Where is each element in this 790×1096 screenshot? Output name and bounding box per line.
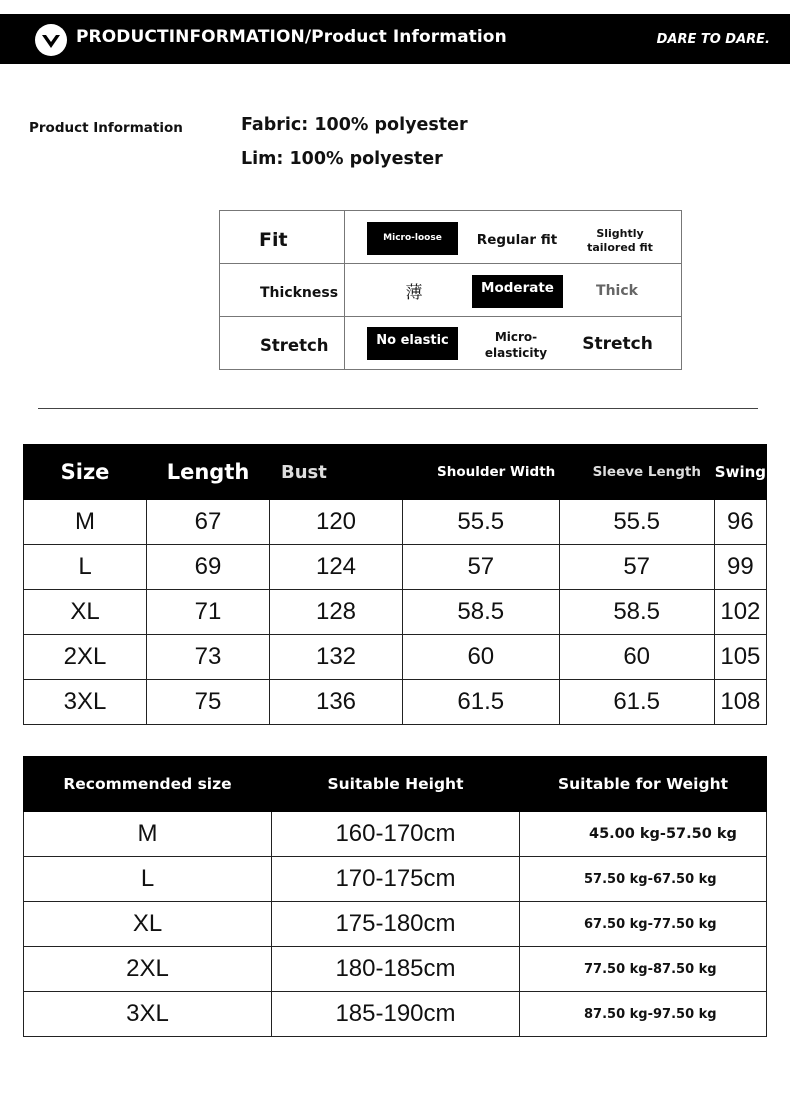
option-regular-fit: Regular fit (476, 232, 558, 248)
attribute-name: Thickness (220, 264, 345, 317)
cell-shoulder-width: 58.5 (403, 590, 560, 635)
cell-bust: 136 (270, 680, 403, 725)
table-row (24, 680, 767, 725)
cell-weight: 77.50 kg-87.50 kg (520, 947, 767, 992)
cell-height: 185-190cm (272, 992, 520, 1037)
cell-swing: 105 (714, 635, 766, 680)
product-info-label: Product Information (29, 120, 183, 136)
cell-sleeve-length: 57 (559, 545, 714, 590)
cell-recommended-size: L (24, 857, 272, 902)
cell-swing: 96 (714, 500, 766, 545)
option-micro-elasticity: Micro-elasticity (484, 330, 548, 360)
option-moderate: Moderate (472, 275, 563, 308)
cell-height: 180-185cm (272, 947, 520, 992)
attribute-options (345, 211, 682, 264)
header-slogan: DARE TO DARE. (656, 32, 770, 47)
column-header-bust: Bust (270, 445, 403, 500)
attribute-table (219, 210, 682, 370)
cell-recommended-size: 3XL (24, 992, 272, 1037)
header-bar (0, 14, 790, 64)
table-row (24, 635, 767, 680)
cell-weight: 57.50 kg-67.50 kg (520, 857, 767, 902)
cell-swing: 108 (714, 680, 766, 725)
option-thick: Thick (596, 283, 638, 299)
table-row (24, 992, 767, 1037)
column-header-suitable-weight: Suitable for Weight (520, 757, 767, 812)
attribute-options (345, 317, 682, 370)
cell-height: 175-180cm (272, 902, 520, 947)
cell-length: 73 (147, 635, 270, 680)
cell-length: 75 (147, 680, 270, 725)
option-no-elastic: No elastic (367, 327, 458, 360)
cell-sleeve-length: 60 (559, 635, 714, 680)
table-row (24, 947, 767, 992)
cell-shoulder-width: 60 (403, 635, 560, 680)
table-row (24, 500, 767, 545)
cell-size: XL (24, 590, 147, 635)
cell-length: 69 (147, 545, 270, 590)
table-row (24, 812, 767, 857)
cell-recommended-size: M (24, 812, 272, 857)
attribute-row-stretch (220, 317, 682, 370)
cell-weight: 45.00 kg-57.50 kg (520, 812, 767, 857)
cell-sleeve-length: 55.5 (559, 500, 714, 545)
attribute-row-thickness (220, 264, 682, 317)
cell-size: 2XL (24, 635, 147, 680)
table-row (24, 590, 767, 635)
cell-shoulder-width: 61.5 (403, 680, 560, 725)
chevron-down-icon (35, 24, 67, 56)
option-thin: 薄 (405, 283, 423, 303)
cell-sleeve-length: 58.5 (559, 590, 714, 635)
header-title: PRODUCTINFORMATION/Product Information (76, 27, 507, 47)
lining-text: Lim: 100% polyester (241, 149, 443, 169)
column-header-suitable-height: Suitable Height (272, 757, 520, 812)
cell-swing: 99 (714, 545, 766, 590)
cell-bust: 124 (270, 545, 403, 590)
cell-shoulder-width: 57 (403, 545, 560, 590)
cell-bust: 128 (270, 590, 403, 635)
option-micro-loose: Micro-loose (367, 222, 458, 255)
cell-size: 3XL (24, 680, 147, 725)
cell-sleeve-length: 61.5 (559, 680, 714, 725)
size-table-header (24, 445, 767, 500)
cell-length: 71 (147, 590, 270, 635)
cell-weight: 87.50 kg-97.50 kg (520, 992, 767, 1037)
attribute-row-fit (220, 211, 682, 264)
column-header-sleeve-length: Sleeve Length (559, 445, 714, 500)
table-row (24, 545, 767, 590)
column-header-shoulder-width: Shoulder Width (403, 445, 560, 500)
cell-bust: 120 (270, 500, 403, 545)
column-header-size: Size (24, 445, 147, 500)
cell-swing: 102 (714, 590, 766, 635)
column-header-swing: Swing (714, 445, 766, 500)
cell-height: 170-175cm (272, 857, 520, 902)
cell-recommended-size: 2XL (24, 947, 272, 992)
cell-size: L (24, 545, 147, 590)
divider (38, 408, 758, 409)
cell-recommended-size: XL (24, 902, 272, 947)
column-header-length: Length (147, 445, 270, 500)
attribute-name: Stretch (220, 317, 345, 370)
cell-bust: 132 (270, 635, 403, 680)
attribute-options (345, 264, 682, 317)
column-header-recommended-size: Recommended size (24, 757, 272, 812)
table-row (24, 857, 767, 902)
cell-shoulder-width: 55.5 (403, 500, 560, 545)
cell-weight: 67.50 kg-77.50 kg (520, 902, 767, 947)
option-stretch: Stretch (582, 334, 653, 354)
recommended-table-header (24, 757, 767, 812)
cell-height: 160-170cm (272, 812, 520, 857)
fabric-text: Fabric: 100% polyester (241, 115, 468, 135)
size-table (23, 444, 767, 725)
option-slightly-tailored-fit: Slightly tailored fit (587, 227, 653, 254)
table-row (24, 902, 767, 947)
attribute-name: Fit (220, 211, 345, 264)
cell-size: M (24, 500, 147, 545)
cell-length: 67 (147, 500, 270, 545)
recommended-size-table (23, 756, 767, 1037)
